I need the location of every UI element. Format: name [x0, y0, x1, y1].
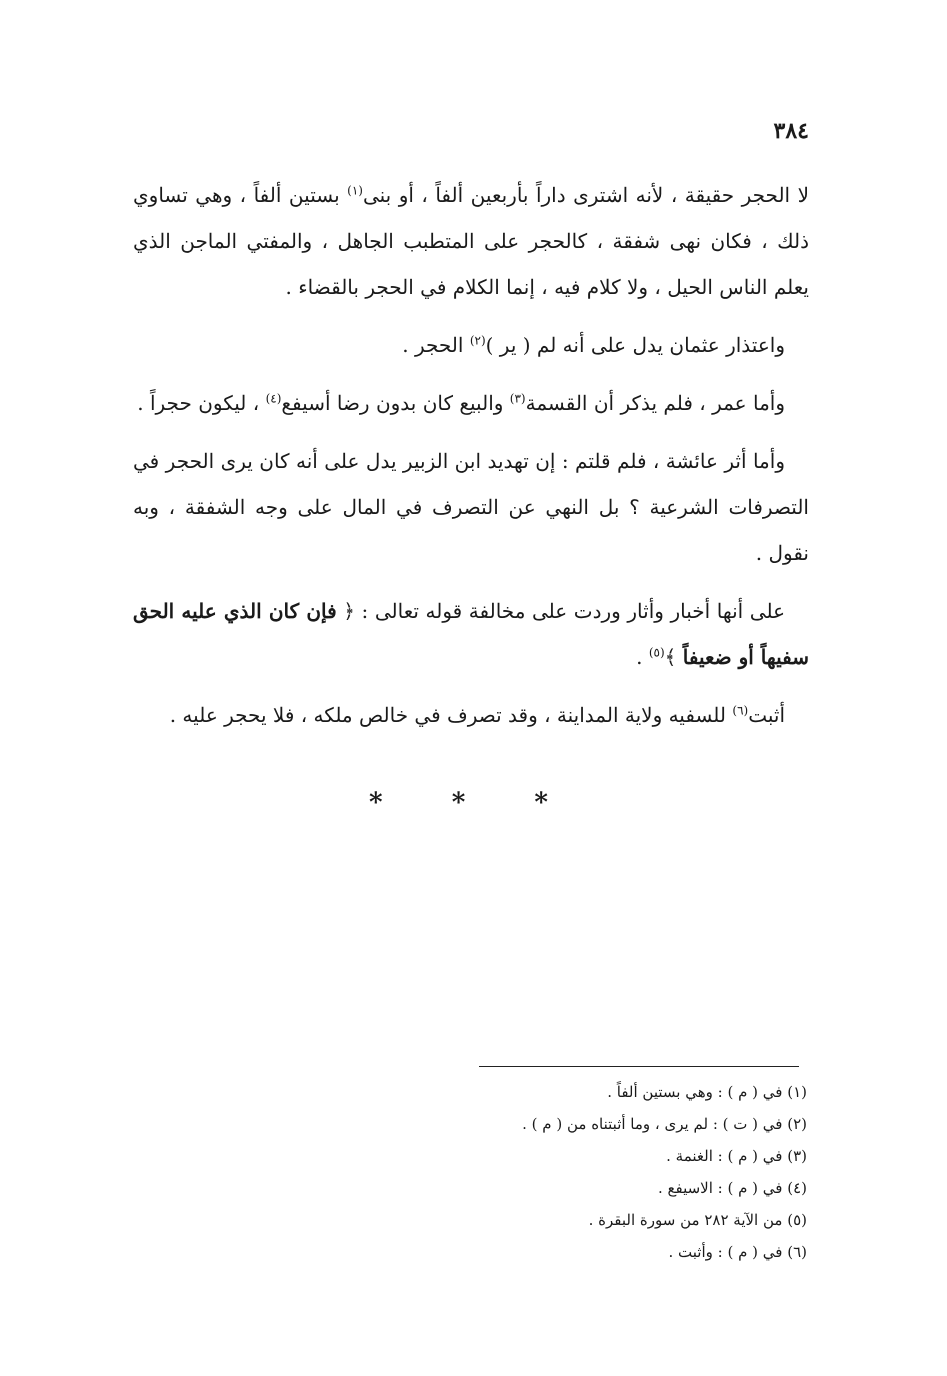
text-span: ، ليكون حجراً . — [137, 391, 266, 415]
footnote-ref-6: (٦) — [732, 703, 749, 718]
text-span: الحجر . — [402, 333, 470, 357]
section-separator: * * * — [369, 788, 578, 818]
main-text — [133, 172, 809, 750]
paragraph-1 — [133, 172, 809, 310]
text-span: والبيع كان بدون رضا أسيفع — [281, 391, 510, 415]
paragraph-3 — [133, 380, 809, 426]
page-number: ٣٨٤ — [773, 118, 809, 144]
footnote-6: (٦) في ( م ) : وأثبت . — [668, 1243, 807, 1261]
text-span: لا الحجر حقيقة ، لأنه اشترى داراً بأربعين ألفاً ، أو بنى — [362, 183, 809, 207]
footnote-divider — [479, 1066, 799, 1067]
footnotes — [207, 1076, 807, 1268]
footnote-ref-1: (١) — [347, 183, 363, 198]
paragraph-5 — [133, 588, 809, 680]
text-span: ﴾ — [664, 645, 683, 669]
text-span: أثبت — [748, 703, 785, 727]
paragraph-4 — [133, 438, 809, 576]
text-span: . — [636, 645, 649, 669]
text-span: للسفيه ولاية المداينة ، وقد تصرف في خالص ملكه ، فلا يحجر عليه . — [169, 703, 733, 727]
quran-verse: فإن كان الذي عليه الحق سفيهاً أو ضعيفاً — [133, 599, 809, 669]
footnote-5: (٥) من الآية ٢٨٢ من سورة البقرة . — [588, 1211, 807, 1229]
text-span: على أنها أخبار وأثار وردت على مخالفة قوله تعالى : ﴿ — [336, 599, 786, 623]
footnote-ref-4: (٤) — [265, 391, 282, 406]
text-span: بستين ألفاً ، وهي تساوي ذلك ، فكان نهى شفقة ، كالحجر على المتطبب الجاهل ، والمفتي الماجن الذي يعلم الناس الحيل ، ولا كلام فيه ، إنما الكلام في الحجر بالقضاء . — [133, 183, 809, 299]
text-span: واعتذار عثمان يدل على أنه لم ( ير ) — [485, 333, 785, 357]
paragraph-2 — [133, 322, 809, 368]
footnote-1: (١) في ( م ) : وهي بستين ألفاً . — [607, 1083, 807, 1101]
text-span: وأما عمر ، فلم يذكر أن القسمة — [525, 391, 785, 415]
footnote-ref-3: (٣) — [509, 391, 526, 406]
footnote-4: (٤) في ( م ) : الاسيفع . — [657, 1179, 807, 1197]
footnote-2: (٢) في ( ت ) : لم يرى ، وما أثبتناه من ( م ) . — [522, 1115, 807, 1133]
footnote-ref-5: (٥) — [648, 645, 665, 660]
footnote-3: (٣) في ( م ) : الغنمة . — [666, 1147, 807, 1165]
footnote-ref-2: (٢) — [469, 333, 486, 348]
text-span: وأما أثر عائشة ، فلم قلتم : إن تهديد ابن الزبير يدل على أنه كان يرى الحجر في التصرفات الشرعية ؟ بل النهي عن التصرف في المال على وجه الشفقة ، وبه نقول . — [133, 449, 809, 565]
paragraph-6 — [133, 692, 809, 738]
